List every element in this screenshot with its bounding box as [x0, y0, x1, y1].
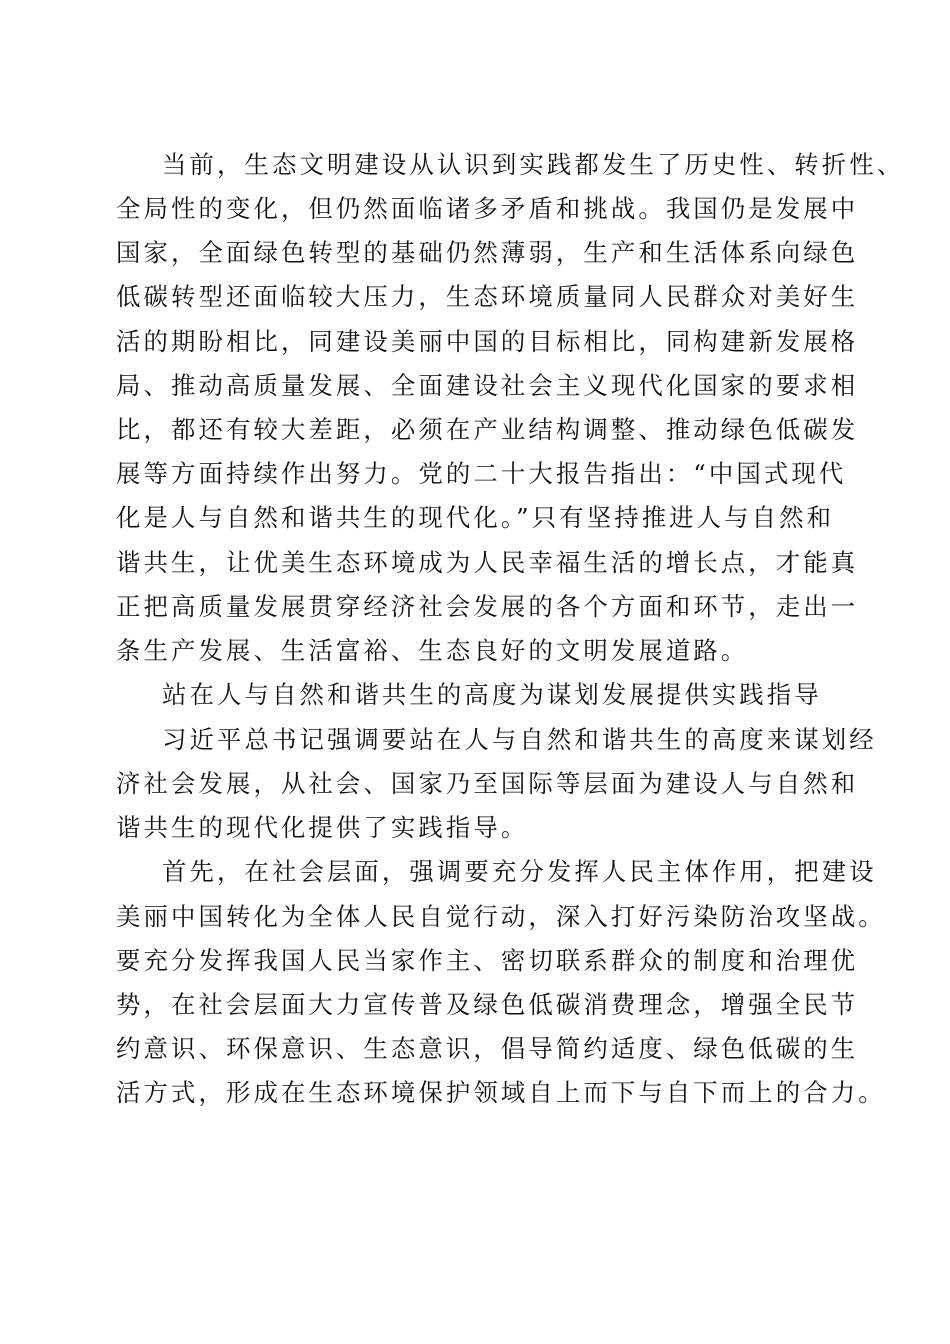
paragraph-1-line-12: 条生产发展、生活富裕、生态良好的文明发展道路。 [116, 636, 749, 665]
paragraph-1-line-11: 正把高质量发展贯穿经济社会发展的各个方面和环节，走出一 [116, 592, 859, 621]
paragraph-3-line-3: 要充分发挥我国人民当家作主、密切联系群众的制度和治理优 [116, 946, 859, 975]
paragraph-2-line-1: 习近平总书记强调要站在人与自然和谐共生的高度来谋划经 [162, 725, 877, 754]
paragraph-2-line-2: 济社会发展，从社会、国家乃至国际等层面为建设人与自然和 [116, 769, 859, 798]
paragraph-1-line-8: 展等方面持续作出努力。党的二十大报告指出：“中国式现代 [116, 459, 847, 488]
paragraph-1-line-10: 谐共生，让优美生态环境成为人民幸福生活的增长点，才能真 [116, 548, 859, 577]
paragraph-1-line-5: 活的期盼相比，同建设美丽中国的目标相比，同构建新发展格 [116, 327, 859, 356]
paragraph-2-line-3: 谐共生的现代化提供了实践指导。 [116, 813, 529, 842]
paragraph-3-line-6: 活方式，形成在生态环境保护领域自上而下与自下而上的合力。 [116, 1078, 886, 1107]
paragraph-1-line-3: 国家，全面绿色转型的基础仍然薄弱，生产和生活体系向绿色 [116, 238, 859, 267]
paragraph-1-line-9: 化是人与自然和谐共生的现代化。”只有坚持推进人与自然和 [116, 503, 835, 532]
paragraph-3-line-1: 首先，在社会层面，强调要充分发挥人民主体作用，把建设 [162, 857, 877, 886]
paragraph-1-line-2: 全局性的变化，但仍然面临诸多矛盾和挑战。我国仍是发展中 [116, 194, 859, 223]
paragraph-1-line-4: 低碳转型还面临较大压力，生态环境质量同人民群众对美好生 [116, 282, 859, 311]
paragraph-1-line-1: 当前，生态文明建设从认识到实践都发生了历史性、转折性、 [162, 150, 905, 179]
paragraph-3-line-5: 约意识、环保意识、生态意识，倡导简约适度、绿色低碳的生 [116, 1034, 859, 1063]
section-heading: 站在人与自然和谐共生的高度为谋划发展提供实践指导 [162, 680, 822, 709]
paragraph-1-line-7: 比，都还有较大差距，必须在产业结构调整、推动绿色低碳发 [116, 415, 859, 444]
paragraph-3-line-4: 势，在社会层面大力宣传普及绿色低碳消费理念，增强全民节 [116, 990, 859, 1019]
paragraph-3-line-2: 美丽中国转化为全体人民自觉行动，深入打好污染防治攻坚战。 [116, 902, 886, 931]
paragraph-1-line-6: 局、推动高质量发展、全面建设社会主义现代化国家的要求相 [116, 371, 859, 400]
